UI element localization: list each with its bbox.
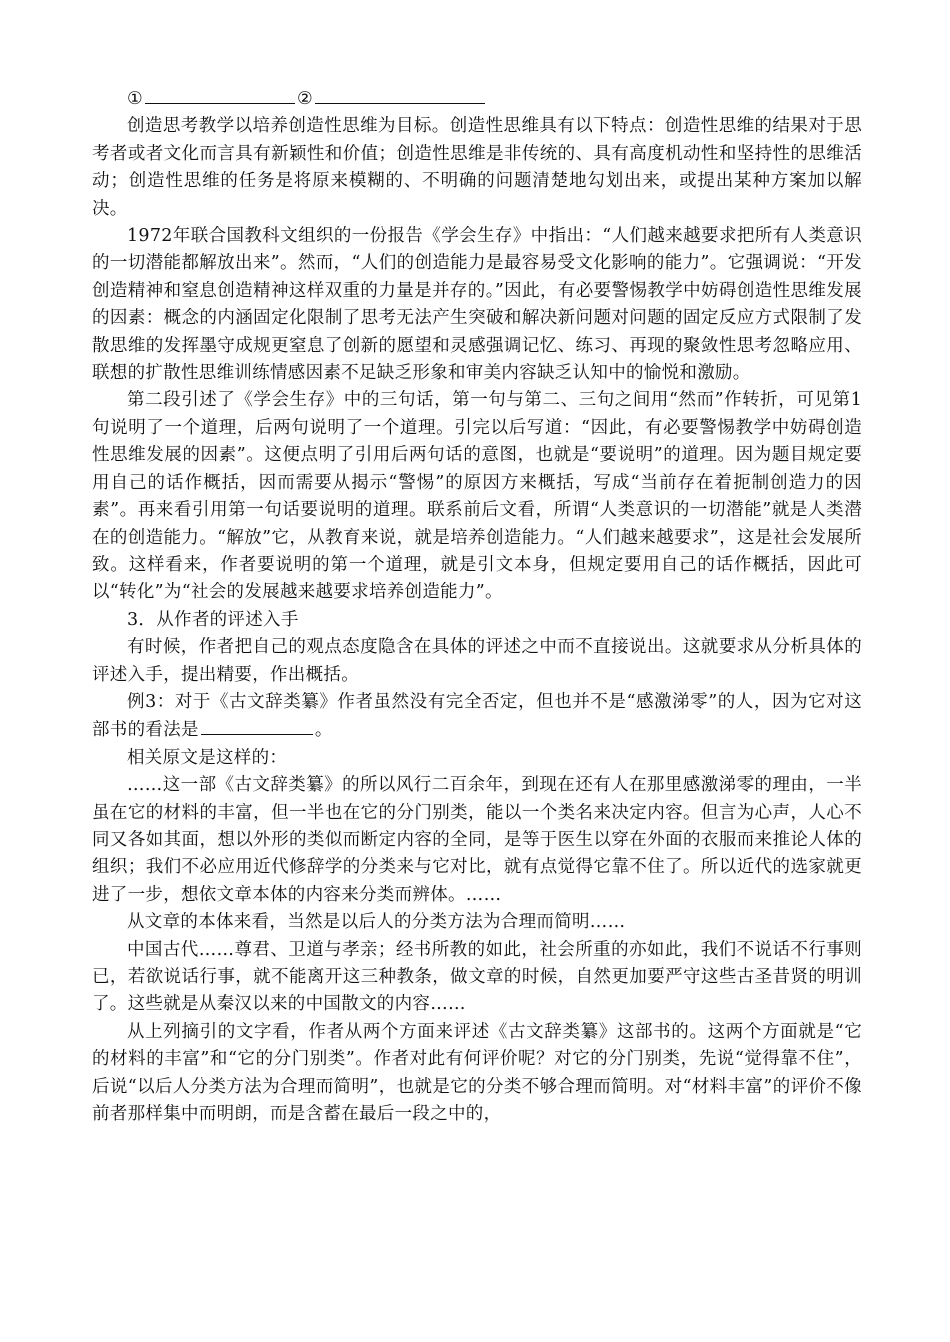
paragraph-6: 相关原文是这样的： (127, 747, 288, 768)
answer-blank-3 (201, 716, 313, 735)
section-heading-3: 3．从作者的评述入手 (127, 609, 299, 630)
paragraph-4: 有时候，作者把自己的观点态度隐含在具体的评述之中而不直接说出。这就要求从分析具体的评述入手，提出精要，作出概括。 (92, 637, 862, 685)
blank-1-marker: ① (127, 89, 143, 109)
document-body (92, 85, 862, 1128)
paragraph-10: 从上列摘引的文字看，作者从两个方面来评述《古文辞类纂》这部书的。这两个方面就是“它的材料的丰富”和“它的分门别类”。作者对此有何评价呢？对它的分门别类，先说“觉得靠不住”，后说“以后人分类方法为合理而简明”，也就是它的分类不够合理而简明。对“材料丰富”的评价不像前者那样集中而明朗，而是含蓄在最后一段之中的， (92, 1021, 862, 1125)
example-3-paragraph (92, 689, 862, 745)
paragraph-2: 1972年联合国教科文组织的一份报告《学会生存》中指出：“人们越来越要求把所有人类意识的一切潜能都解放出来”。然而，“人们的创造能力是最容易受文化影响的能力”。它强调说：“开发创造精神和窒息创造精神这样双重的力量是并存的。”因此，有必要警惕教学中妨碍创造性思维发展的因素：概念的内涵固定化限制了思考无法产生突破和解决新问题对问题的固定反应方式限制了发散思维的发挥墨守成规更窒息了创新的愿望和灵感强调记忆、练习、再现的聚敛性思考忽略应用、联想的扩散性思维训练情感因素不足缺乏形象和审美内容缺乏认知中的愉悦和激励。 (92, 226, 862, 384)
example-3-text: 例3：对于《古文辞类纂》作者虽然没有完全否定，但也并不是“感激涕零”的人，因为它对这部书的看法是 (92, 691, 862, 741)
example-3-end: 。 (314, 720, 333, 741)
quoted-paragraph-1: ……这一部《古文辞类纂》的所以风行二百余年，到现在还有人在那里感激涕零的理由，一半虽在它的材料的丰富，但一半也在它的分门别类，能以一个类名来决定内容。但言为心声，人心不同又各如其面，想以外形的类似而断定内容的全同，是等于医生以穿在外面的衣服而来推论人体的组织；我们不必应用近代修辞学的分类来与它对比，就有点觉得它靠不住了。所以近代的选家就更进了一步，想依文章本体的内容来分类而辨体。…… (92, 775, 862, 905)
quoted-paragraph-3: 中国古代……尊君、卫道与孝亲；经书所教的如此，社会所重的亦如此，我们不说话不行事则已，若欲说话行事，就不能离开这三种教条，做文章的时候，自然更加要严守这些古圣昔贤的明训了。这些就是从秦汉以来的中国散文的内容…… (92, 939, 862, 1015)
answer-blanks-line (92, 85, 862, 113)
blank-2-marker: ② (297, 89, 313, 109)
answer-blank-2 (315, 85, 485, 104)
quoted-paragraph-2: 从文章的本体来看，当然是以后人的分类方法为合理而简明…… (127, 912, 626, 933)
answer-blank-1 (145, 85, 295, 104)
paragraph-3: 第二段引述了《学会生存》中的三句话，第一句与第二、三句之间用“然而”作转折，可见第1句说明了一个道理，后两句说明了一个道理。引完以后写道：“因此，有必要警惕教学中妨碍创造性思维发展的因素”。这便点明了引用后两句话的意图，也就是“要说明”的道理。因为题目规定要用自己的话作概括，因而需要从揭示“警惕”的原因方来概括，写成“当前存在着扼制创造力的因素”。再来看引用第一句话要说明的道理。联系前后文看，所谓“人类意识的一切潜能”就是人类潜在的创造能力。“解放”它，从教育来说，就是培养创造能力。“人们越来越要求”，这是社会发展所致。这样看来，作者要说明的第一个道理，就是引文本身，但规定要用自己的话作概括，因此可以“转化”为“社会的发展越来越要求培养创造能力”。 (92, 390, 862, 603)
paragraph-1: 创造思考教学以培养创造性思维为目标。创造性思维具有以下特点：创造性思维的结果对于思考者或者文化而言具有新颖性和价值；创造性思维是非传统的、具有高度机动性和坚持性的思维活动；创造性思维的任务是将原来模糊的、不明确的问题清楚地勾划出来，或提出某种方案加以解决。 (92, 116, 862, 219)
